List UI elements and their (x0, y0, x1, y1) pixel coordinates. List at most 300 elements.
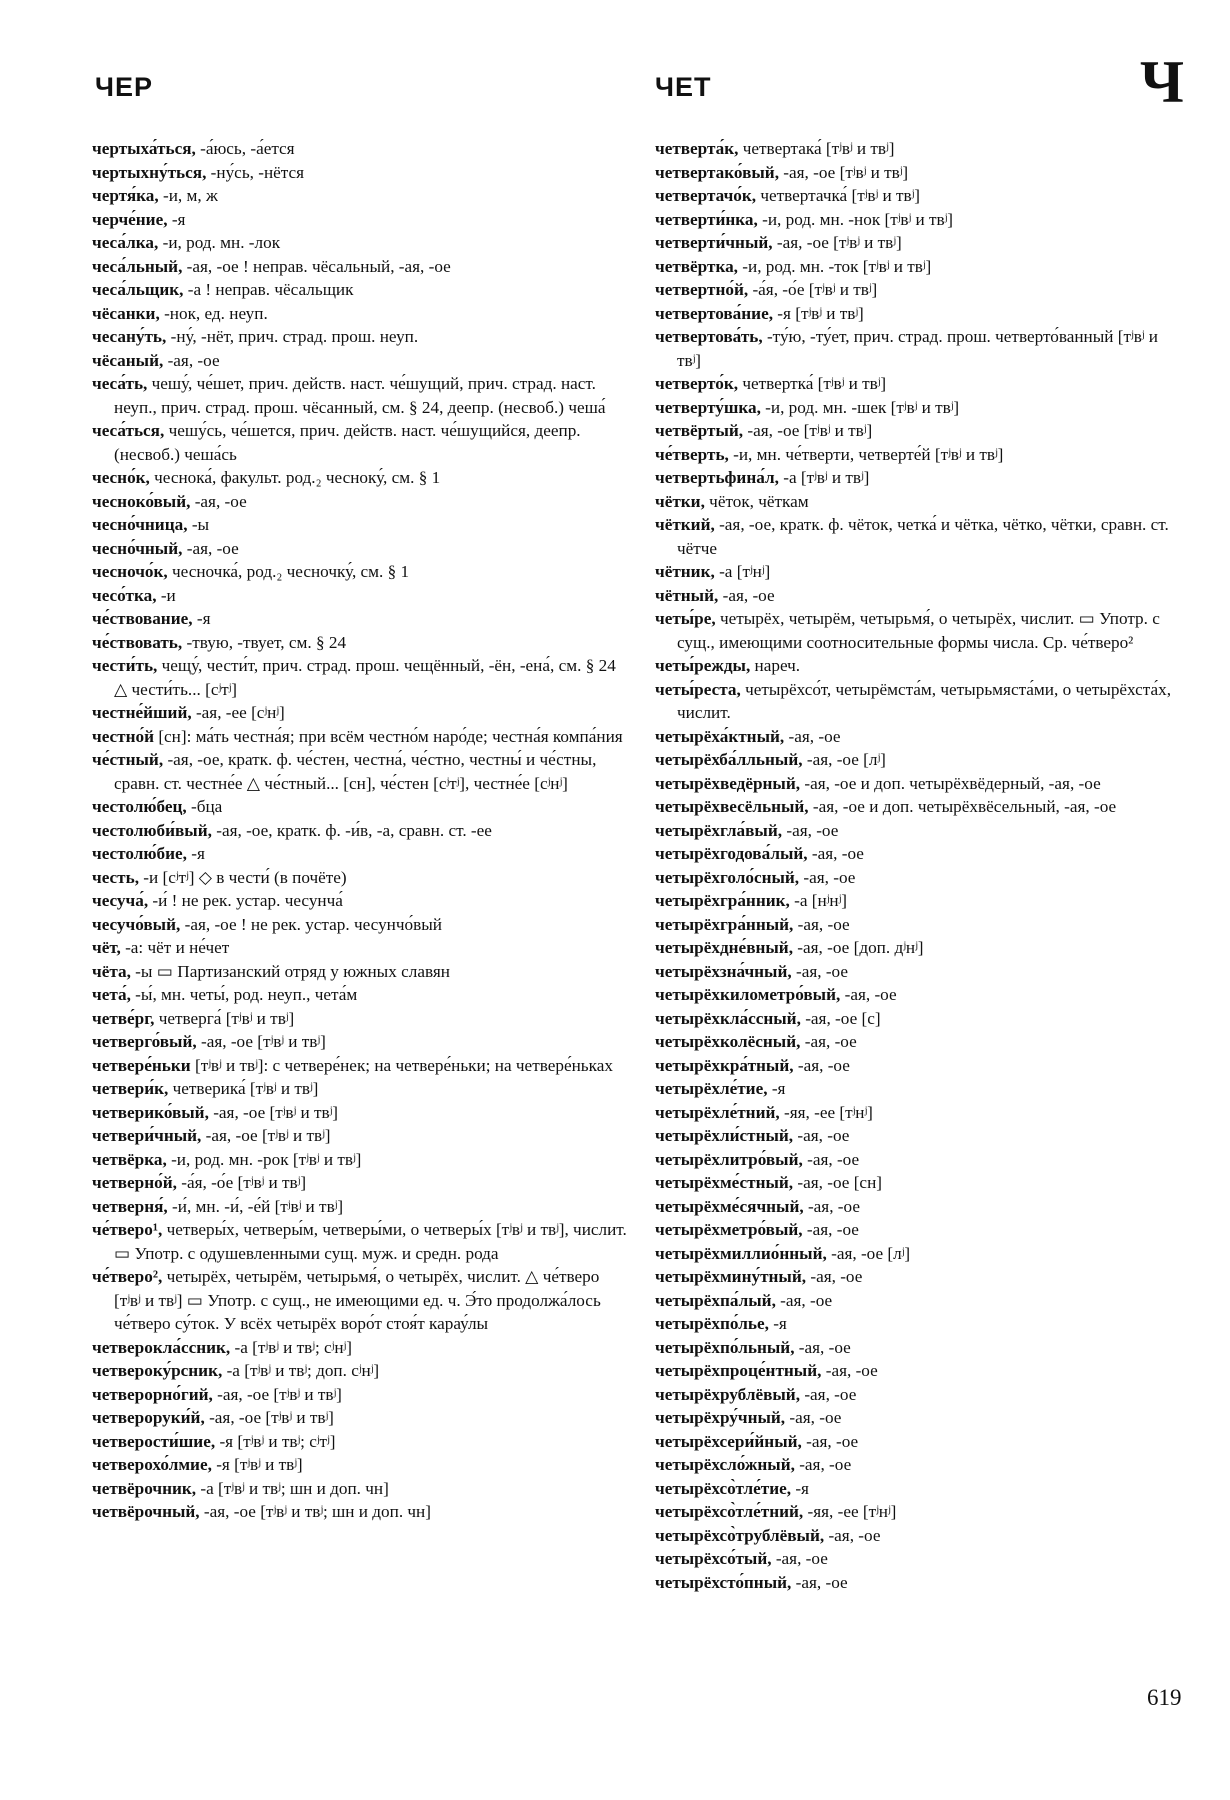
entry-text: -ая, -ое (793, 914, 850, 934)
entry-text: -ая, -ое (794, 1455, 852, 1474)
dictionary-entry (655, 302, 1185, 326)
entry-headword: че́ствовать, (92, 632, 183, 652)
entry-text: -а́юсь, -а́ется (195, 139, 295, 158)
entry-headword: честь, (92, 867, 139, 887)
dictionary-entry (655, 725, 1185, 749)
dictionary-entry (92, 936, 627, 960)
entry-text: -ая, -ое (771, 1549, 828, 1568)
entry-text: -я [тʲвʲ и твʲ] (773, 303, 864, 323)
dictionary-entry (92, 654, 627, 701)
entry-text: -ая, -ое (793, 1055, 850, 1075)
dictionary-entry (92, 1359, 627, 1383)
entry-headword: четырёхзна́чный, (655, 961, 792, 981)
entry-headword: четырёхба́лльный, (655, 750, 803, 769)
dictionary-entry (92, 1124, 627, 1148)
entry-text: -а́я, -о́е [тʲвʲ и твʲ] (748, 280, 878, 299)
dictionary-entry (655, 1547, 1185, 1571)
entry-text: -ая, -ое (782, 820, 839, 840)
dictionary-entry (92, 1148, 627, 1172)
entry-headword: чёта, (92, 961, 131, 981)
dictionary-entry (92, 1406, 627, 1430)
entry-text: четверы́х, четверы́м, четверы́ми, о четверы́х [тʲвʲ и твʲ], числит. ▭ Употр. с одушевленными сущ. муж. и средн. рода (114, 1220, 627, 1263)
dictionary-entry (92, 1007, 627, 1031)
entry-text: нареч. (750, 656, 801, 675)
entry-headword: четвертно́й, (655, 280, 749, 299)
entry-text: -а: чёт и не́чет (120, 938, 230, 957)
entry-text: -яя, -ее [тʲнʲ] (803, 1502, 897, 1521)
entry-headword: четы́ре, (655, 609, 716, 628)
entry-headword: чертыхну́ться, (92, 162, 207, 182)
entry-headword: четверто́к, (655, 374, 739, 393)
entry-text: -ая, -ое (182, 538, 239, 558)
dictionary-entry (655, 1030, 1185, 1054)
entry-text: -ая, -ое (190, 491, 247, 511)
dictionary-entry (92, 725, 627, 749)
entry-headword: четырёхгра́нник, (655, 891, 790, 910)
entry-headword: четырёхкла́ссный, (655, 1008, 801, 1028)
entry-text: -ая, -ое (800, 1384, 857, 1404)
entry-headword: четырёхсто́пный, (655, 1572, 792, 1592)
dictionary-entry (655, 842, 1185, 866)
entry-text: -я [тʲвʲ и твʲ] (211, 1455, 303, 1474)
entry-text: -ая, -ое [тʲвʲ и твʲ] (204, 1408, 334, 1427)
dictionary-entry (655, 795, 1185, 819)
dictionary-entry (655, 184, 1185, 208)
entry-headword: чёсанки, (92, 303, 160, 323)
entry-headword: честолю́бец, (92, 797, 187, 816)
dictionary-entry (655, 748, 1185, 772)
entry-headword: четверта́к, (655, 139, 739, 158)
entry-text: -ая, -ое (799, 867, 856, 887)
dictionary-entry (92, 302, 627, 326)
entry-text: четвертака́ [тʲвʲ и твʲ] (738, 139, 895, 158)
entry-headword: четырёхсо̀трублёвый, (655, 1525, 825, 1545)
entry-text: -и [сʲтʲ] ◇ в чести́ (в почёте) (139, 867, 347, 887)
entry-headword: четвере́ньки (92, 1055, 191, 1075)
running-head-left: ЧЕР (95, 72, 153, 102)
dictionary-entry (655, 1359, 1185, 1383)
entry-headword: чеса́льный, (92, 256, 183, 276)
entry-headword: четырёхметро́вый, (655, 1220, 803, 1239)
dictionary-entry (92, 1054, 627, 1078)
entry-headword: честолю́бие, (92, 844, 187, 863)
dictionary-entry (92, 795, 627, 819)
dictionary-entry (92, 1265, 627, 1336)
dictionary-entry (92, 255, 627, 279)
entry-text: -ая, -ое [лʲ] (802, 750, 886, 769)
dictionary-entry (92, 1477, 627, 1501)
dictionary-entry (655, 231, 1185, 255)
dictionary-entry (92, 1453, 627, 1477)
dictionary-entry (655, 1500, 1185, 1524)
entry-text: -твую, -твует, см. § 24 (182, 632, 347, 652)
dictionary-entry (92, 419, 627, 466)
entry-headword: чеса́лка, (92, 233, 159, 252)
entry-text: -ая, -ое, кратк. ф. чёток, четка́ и чётка, чётко, чётки, сравн. ст. чётче (677, 515, 1169, 558)
entry-headword: честолюби́вый, (92, 820, 212, 840)
dictionary-entry (655, 1383, 1185, 1407)
dictionary-entry (655, 443, 1185, 467)
entry-headword: чесуча́, (92, 891, 149, 910)
dictionary-entry (92, 913, 627, 937)
entry-text: -ая, -ое ! не рек. устар. чесунчо́вый (180, 914, 442, 934)
entry-headword: четырёхли́стный, (655, 1126, 794, 1145)
entry-headword: четырёхсло́жный, (655, 1455, 795, 1474)
entry-headword: четырёхлитро́вый, (655, 1149, 803, 1169)
entry-text: -а [тʲвʲ и твʲ; сʲнʲ] (230, 1337, 352, 1357)
dictionary-entry (655, 678, 1185, 725)
page-number: 619 (1147, 1685, 1182, 1710)
entry-headword: чёт, (92, 938, 121, 957)
entry-headword: четырёхпо́лье, (655, 1314, 769, 1333)
entry-text: -и, род. мн. -шек [тʲвʲ и твʲ] (760, 397, 960, 417)
dictionary-entry (92, 1500, 627, 1524)
entry-headword: четверно́й, (92, 1173, 177, 1192)
dictionary-entry (92, 137, 627, 161)
dictionary-entry (655, 1242, 1185, 1266)
entry-headword: четвёртка, (655, 256, 738, 276)
entry-headword: чета́, (92, 985, 131, 1004)
dictionary-entry (655, 325, 1185, 372)
entry-text: -и, род. мн. -ток [тʲвʲ и твʲ] (737, 256, 932, 276)
dictionary-entry (655, 560, 1185, 584)
entry-headword: честне́йший, (92, 703, 192, 722)
dictionary-entry (92, 161, 627, 185)
entry-text: -ая, -ое, кратк. ф. че́стен, честна́, че́стно, честны́ и че́стны, сравн. ст. честне́е △ че́стный... [сн], че́стен [сʲтʲ], честне́е [сʲнʲ] (114, 750, 597, 793)
entry-text: чеснока́, факульт. род.₂ чесноку́, см. § 1 (149, 468, 441, 487)
entry-headword: четвери́к, (92, 1079, 169, 1098)
dictionary-entry (655, 1453, 1185, 1477)
dictionary-entry (655, 1218, 1185, 1242)
entry-headword: четвертова́ние, (655, 303, 773, 323)
dictionary-entry (655, 1336, 1185, 1360)
entry-headword: чертыха́ться, (92, 139, 196, 158)
entry-headword: чесо́тка, (92, 585, 157, 605)
entry-headword: четырёхведёрный, (655, 773, 801, 793)
entry-text: -ая, -ое (801, 1431, 859, 1451)
entry-text: -ая, -ое (807, 844, 864, 863)
dictionary-entry (92, 1077, 627, 1101)
entry-headword: че́тверо², (92, 1267, 163, 1286)
entry-headword: че́тверо¹, (92, 1220, 163, 1239)
entry-text: -я (192, 609, 211, 628)
dictionary-entry (92, 983, 627, 1007)
entry-text: -я (791, 1478, 809, 1498)
entry-text: чешу́, че́шет, прич. действ. наст. че́шущий, прич. страд. наст. неуп., прич. страд. прош. чёсанный, см. § 24, деепр. (несвоб.) чеша́ (114, 374, 606, 417)
entry-text: -ая, -ое (791, 961, 848, 981)
entry-text: чешу́сь, че́шется, прич. действ. наст. че́шущийся, деепр. (несвоб.) чеша́сь (114, 421, 581, 464)
entry-text: четвертачка́ [тʲвʲ и твʲ] (756, 186, 920, 205)
entry-text: -а [тʲвʲ и твʲ; доп. сʲнʲ] (222, 1361, 380, 1380)
entry-text: -и, род. мн. -нок [тʲвʲ и твʲ] (757, 209, 953, 229)
dictionary-entry (655, 1430, 1185, 1454)
dictionary-entry (92, 184, 627, 208)
entry-text: -ая, -ое ! неправ. чёсальный, -ая, -ое (182, 256, 451, 276)
dictionary-entry (92, 631, 627, 655)
entry-text: -нок, ед. неуп. (159, 303, 268, 323)
entry-headword: четверохо́лмие, (92, 1455, 212, 1474)
entry-headword: четверго́вый, (92, 1032, 197, 1051)
entry-text: -ая, -ое (794, 1337, 851, 1357)
entry-text: -я (167, 209, 186, 229)
entry-text: четырёх, четырём, четырьмя́, о четырёх, числит. △ че́тверо [тʲвʲ и твʲ] ▭ Употр. с сущ., не имеющими ед. ч. Э́то продолжа́лось че́тверо су́ток. У всёх четырёх воро́т стоя́т карау́лы (114, 1267, 601, 1333)
dictionary-entry (655, 372, 1185, 396)
section-letter: Ч (1140, 49, 1185, 115)
dictionary-entry (655, 1124, 1185, 1148)
running-head-right: ЧЕТ (655, 72, 712, 102)
dictionary-entry (92, 231, 627, 255)
entry-text: -ы ▭ Партизанский отряд у южных славян (130, 961, 450, 981)
dictionary-entry (655, 1312, 1185, 1336)
dictionary-entry (655, 1077, 1185, 1101)
entry-text: -ая, -ое (803, 1196, 860, 1216)
entry-text: чесночка́, род.₂ чесночку́, см. § 1 (167, 562, 410, 581)
entry-headword: чесучо́вый, (92, 914, 181, 934)
entry-headword: че́тверть, (655, 444, 729, 464)
entry-text: -я (768, 1314, 787, 1333)
entry-headword: четырёхвесёльный, (655, 797, 809, 816)
dictionary-entry (92, 701, 627, 725)
entry-text: -ая, -ое (802, 1149, 860, 1169)
entry-text: -а́я, -о́е [тʲвʲ и твʲ] (176, 1173, 307, 1192)
entry-headword: четырёхкилометро́вый, (655, 985, 841, 1004)
entry-headword: четырёхпроце́нтный, (655, 1361, 822, 1380)
dictionary-entry (655, 137, 1185, 161)
entry-text: -ая, -ое [тʲвʲ и твʲ] (212, 1384, 342, 1404)
dictionary-entry (655, 1148, 1185, 1172)
entry-headword: четырёхмиллио́нный, (655, 1243, 827, 1263)
dictionary-entry (655, 1265, 1185, 1289)
dictionary-entry (92, 466, 627, 490)
dictionary-entry (92, 819, 627, 843)
dictionary-entry (92, 607, 627, 631)
entry-headword: четырёхгодова́лый, (655, 844, 808, 863)
entry-text: -ту́ю, -ту́ет, прич. страд. прош. четверто́ванный [тʲвʲ и твʲ] (677, 327, 1158, 370)
entry-headword: четырёхпо́льный, (655, 1337, 795, 1357)
entry-text: четырёх, четырём, четырьмя́, о четырёх, числит. ▭ Употр. с сущ., имеющими соотносительные формы числа. Ср. че́тверо² (677, 609, 1160, 652)
dictionary-entry (92, 325, 627, 349)
entry-headword: четверокла́ссник, (92, 1337, 231, 1357)
dictionary-entry (655, 584, 1185, 608)
entry-headword: четы́режды, (655, 656, 751, 675)
entry-text: -и, род. мн. -рок [тʲвʲ и твʲ] (166, 1149, 362, 1169)
dictionary-entry (655, 278, 1185, 302)
entry-text: -ы (187, 515, 210, 534)
dictionary-entry (655, 772, 1185, 796)
entry-text: -ая, -ое [тʲвʲ и твʲ] (201, 1126, 331, 1145)
entry-text: -ну́, -нёт, прич. страд. прош. неуп. (166, 327, 419, 346)
entry-headword: четвертачо́к, (655, 186, 757, 205)
entry-headword: чёсаный, (92, 350, 164, 370)
dictionary-entry (655, 983, 1185, 1007)
entry-text: -ая, -ое (784, 726, 841, 746)
entry-text: -ая, -ое (840, 985, 897, 1004)
dictionary-entry (92, 889, 627, 913)
entry-text: четырёхсо́т, четырёмста́м, четырьмяста́ми, о четырёхста́х, числит. (677, 679, 1172, 722)
dictionary-entry (92, 866, 627, 890)
entry-headword: четырёхголо́сный, (655, 867, 800, 887)
entry-headword: четверорно́гий, (92, 1384, 213, 1404)
entry-text: -ая, -ое [тʲвʲ и твʲ] (743, 421, 873, 440)
entry-text: -и́, мн. -и́, -е́й [тʲвʲ и твʲ] (167, 1196, 344, 1216)
dictionary-entry (92, 560, 627, 584)
dictionary-entry (655, 866, 1185, 890)
entry-headword: четвёртый, (655, 421, 744, 440)
dictionary-entry (655, 654, 1185, 678)
entry-headword: чётный, (655, 585, 719, 605)
entry-text: -ая, -ое (802, 1220, 859, 1239)
entry-headword: четырёхме́сячный, (655, 1196, 804, 1216)
entry-headword: чеса́ться, (92, 421, 165, 440)
entry-text: -ая, -ое (791, 1572, 848, 1592)
dictionary-entry (655, 1007, 1185, 1031)
dictionary-entry (655, 1571, 1185, 1595)
entry-headword: четырёхру́чный, (655, 1408, 786, 1427)
entry-text: -и́ ! не рек. устар. чесунча́ (148, 891, 343, 910)
entry-headword: четырёхсо́тый, (655, 1549, 772, 1568)
entry-text: -ая, -ое [тʲвʲ и твʲ] (779, 162, 909, 182)
entry-headword: четырёхсери́йный, (655, 1431, 802, 1451)
dictionary-entry (655, 960, 1185, 984)
entry-text: чещу́, чести́т, прич. страд. прош. чещённый, -ён, -ена́, см. § 24 △ чести́ть... [сʲтʲ] (114, 656, 616, 699)
entry-headword: четверня́, (92, 1196, 168, 1216)
dictionary-entry (92, 584, 627, 608)
entry-text: -я [тʲвʲ и твʲ; сʲтʲ] (215, 1431, 336, 1451)
entry-headword: четверти́чный, (655, 233, 773, 252)
entry-headword: четырёха́ктный, (655, 726, 785, 746)
dictionary-entry (655, 1406, 1185, 1430)
dictionary-entry (92, 1336, 627, 1360)
entry-headword: чётник, (655, 562, 715, 581)
dictionary-entry (92, 1101, 627, 1125)
dictionary-entry (655, 819, 1185, 843)
dictionary-entry (92, 1383, 627, 1407)
entry-headword: четырёхме́стный, (655, 1173, 794, 1192)
dictionary-entry (92, 537, 627, 561)
entry-headword: чертя́ка, (92, 186, 159, 205)
dictionary-entry (92, 1195, 627, 1219)
dictionary-entry (92, 748, 627, 795)
entry-headword: четырёхгла́вый, (655, 820, 783, 840)
entry-headword: четвери́чный, (92, 1126, 202, 1145)
entry-text: -ая, -ое (718, 585, 775, 605)
entry-text: -ая, -ое [тʲвʲ и твʲ] (772, 233, 902, 252)
entry-text: [сн]: ма́ть честна́я; при всём честно́м наро́де; честна́я компа́ния (154, 726, 623, 746)
dictionary-entry (655, 607, 1185, 654)
entry-text: -а [тʲвʲ и твʲ] (778, 468, 870, 487)
entry-headword: четвёрка, (92, 1149, 167, 1169)
dictionary-entry (92, 513, 627, 537)
dictionary-entry (655, 208, 1185, 232)
entry-text: -и (156, 585, 176, 605)
entry-headword: четырёхрублёвый, (655, 1384, 801, 1404)
entry-text: -ая, -ое [тʲвʲ и твʲ] (208, 1102, 338, 1122)
entry-headword: че́стный, (92, 750, 164, 769)
entry-text: -ая, -ое [тʲвʲ и твʲ] (196, 1032, 326, 1051)
entry-headword: честно́й (92, 726, 155, 746)
entry-headword: четырёхколёсный, (655, 1032, 801, 1051)
entry-headword: чётки, (655, 491, 705, 511)
entry-text: -ая, -ее [сʲнʲ] (191, 703, 285, 722)
dictionary-entry (92, 208, 627, 232)
entry-headword: четве́рг, (92, 1008, 155, 1028)
entry-headword: четырёхмину́тный, (655, 1267, 807, 1286)
dictionary-entry (655, 419, 1185, 443)
entry-text: -ая, -ое, кратк. ф. -и́в, -а, сравн. ст. -ее (211, 820, 492, 840)
dictionary-entry (655, 396, 1185, 420)
entry-headword: чеса́льщик, (92, 280, 184, 299)
dictionary-entry (92, 490, 627, 514)
dictionary-entry (655, 913, 1185, 937)
entry-text: четвертка́ [тʲвʲ и твʲ] (738, 374, 887, 393)
entry-headword: чесно́чница, (92, 515, 188, 534)
entry-headword: четырёхкра́тный, (655, 1055, 794, 1075)
entry-text: -ая, -ое [тʲвʲ и твʲ; шн и доп. чн] (199, 1502, 431, 1521)
entry-text: -яя, -ее [тʲнʲ] (779, 1102, 873, 1122)
entry-headword: чесану́ть, (92, 327, 167, 346)
dictionary-entry (92, 1171, 627, 1195)
entry-text: -ая, -ое и доп. четырёхвёдерный, -ая, -ое (800, 773, 1101, 793)
entry-text: -ая, -ое (824, 1525, 881, 1545)
entry-headword: четвероку́рсник, (92, 1361, 223, 1380)
entry-text: -ая, -ое [лʲ] (826, 1243, 911, 1263)
entry-headword: четверти́нка, (655, 209, 758, 229)
dictionary-entry (655, 255, 1185, 279)
entry-headword: четы́реста, (655, 679, 741, 699)
entry-headword: четвёрочный, (92, 1502, 200, 1521)
entry-text: -ая, -ое (821, 1361, 878, 1380)
entry-headword: четвертьфина́л, (655, 468, 779, 487)
dictionary-entry (92, 372, 627, 419)
dictionary-entry (655, 1101, 1185, 1125)
dictionary-entry (655, 1289, 1185, 1313)
entry-headword: четверико́вый, (92, 1102, 209, 1122)
entry-headword: четырёхгра́нный, (655, 914, 794, 934)
dictionary-entry (92, 1030, 627, 1054)
dictionary-entry (655, 513, 1185, 560)
entry-headword: четвёрочник, (92, 1478, 197, 1498)
dictionary-entry (92, 278, 627, 302)
entry-headword: четверости́шие, (92, 1431, 216, 1451)
dictionary-entry (655, 161, 1185, 185)
entry-text: -бца (186, 797, 223, 816)
entry-headword: четырёхпа́лый, (655, 1290, 776, 1310)
entry-headword: чесноко́вый, (92, 491, 191, 511)
entry-headword: чести́ть, (92, 656, 158, 675)
entry-headword: четвертако́вый, (655, 162, 779, 182)
entry-text: -и, мн. че́тверти, четверте́й [тʲвʲ и твʲ] (728, 444, 1004, 464)
dictionary-entry (655, 1195, 1185, 1219)
right-column (655, 137, 1185, 1594)
entry-headword: черче́ние, (92, 209, 168, 229)
dictionary-entry (92, 842, 627, 866)
entry-text: -а ! неправ. чёсальщик (183, 280, 354, 299)
entry-text: -ая, -ое (800, 1032, 857, 1051)
entry-headword: чесно́к, (92, 468, 150, 487)
dictionary-entry (655, 490, 1185, 514)
dictionary-entry (92, 1218, 627, 1265)
entry-text: -я (186, 844, 205, 863)
dictionary-entry (655, 1171, 1185, 1195)
entry-text: -ая, -ое (775, 1290, 833, 1310)
dictionary-entry (655, 889, 1185, 913)
entry-headword: чесночо́к, (92, 562, 168, 581)
dictionary-entry (655, 936, 1185, 960)
entry-headword: четвертова́ть, (655, 327, 763, 346)
entry-text: -ая, -ое (806, 1267, 863, 1286)
entry-text: -ая, -ое [доп. дʲнʲ] (793, 938, 924, 957)
entry-headword: четверту́шка, (655, 397, 761, 417)
